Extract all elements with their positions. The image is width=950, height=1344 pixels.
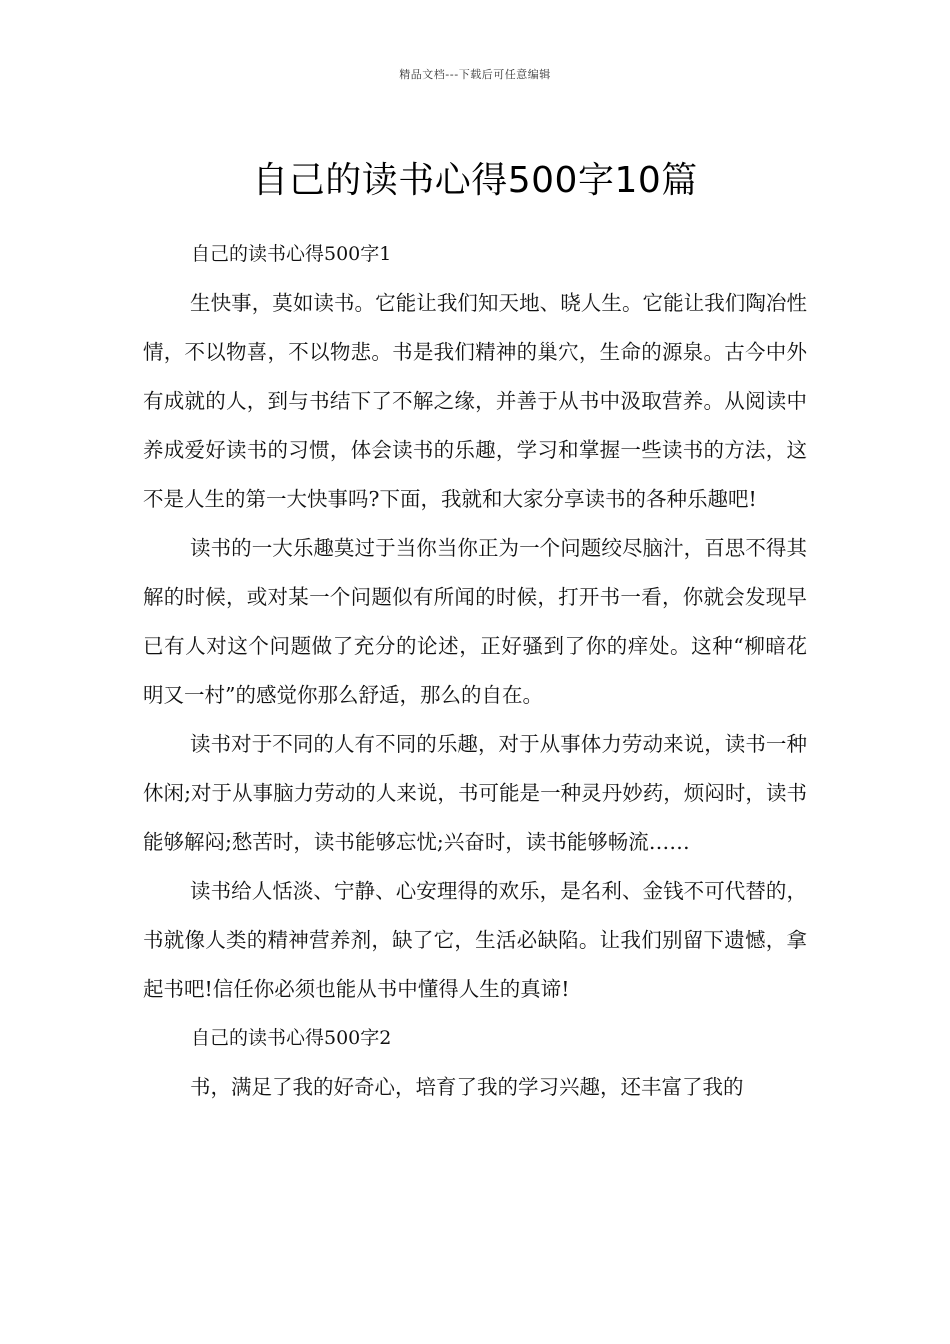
paragraph: 读书的一大乐趣莫过于当你当你正为一个问题绞尽脑汁，百思不得其解的时候，或对某一个问题似有所闻的时候，打开书一看，你就会发现早已有人对这个问题做了充分的论述，正好骚到了你的痒处。这种“柳暗花明又一村”的感觉你那么舒适，那么的自在。 — [143, 536, 807, 707]
document-title: 自己的读书心得500字10篇 — [252, 160, 698, 202]
section-heading: 自己的读书心得500字2 — [191, 1027, 392, 1049]
paragraph: 书，满足了我的好奇心，培育了我的学习兴趣，还丰富了我的 — [190, 1075, 744, 1099]
paragraph: 读书对于不同的人有不同的乐趣，对于从事体力劳动来说，读书一种休闲;对于从事脑力劳动的人来说，书可能是一种灵丹妙药，烦闷时，读书能够解闷;愁苦时，读书能够忘忧;兴奋时，读书能够畅流…… — [143, 732, 807, 854]
paragraph: 生快事，莫如读书。它能让我们知天地、晓人生。它能让我们陶冶性情，不以物喜，不以物悲。书是我们精神的巢穴，生命的源泉。古今中外有成就的人，到与书结下了不解之缘，并善于从书中汲取营养。从阅读中养成爱好读书的习惯，体会读书的乐趣，学习和掌握一些读书的方法，这不是人生的第一大快事吗?下面，我就和大家分享读书的各种乐趣吧! — [143, 291, 807, 511]
paragraph: 读书给人恬淡、宁静、心安理得的欢乐，是名利、金钱不可代替的，书就像人类的精神营养剂，缺了它，生活必缺陷。让我们别留下遗憾，拿起书吧!信任你必须也能从书中懂得人生的真谛! — [143, 879, 807, 1001]
header-note: 精品文档---下载后可任意编辑 — [399, 68, 551, 81]
document-body — [143, 230, 807, 1112]
section-heading: 自己的读书心得500字1 — [191, 243, 392, 265]
